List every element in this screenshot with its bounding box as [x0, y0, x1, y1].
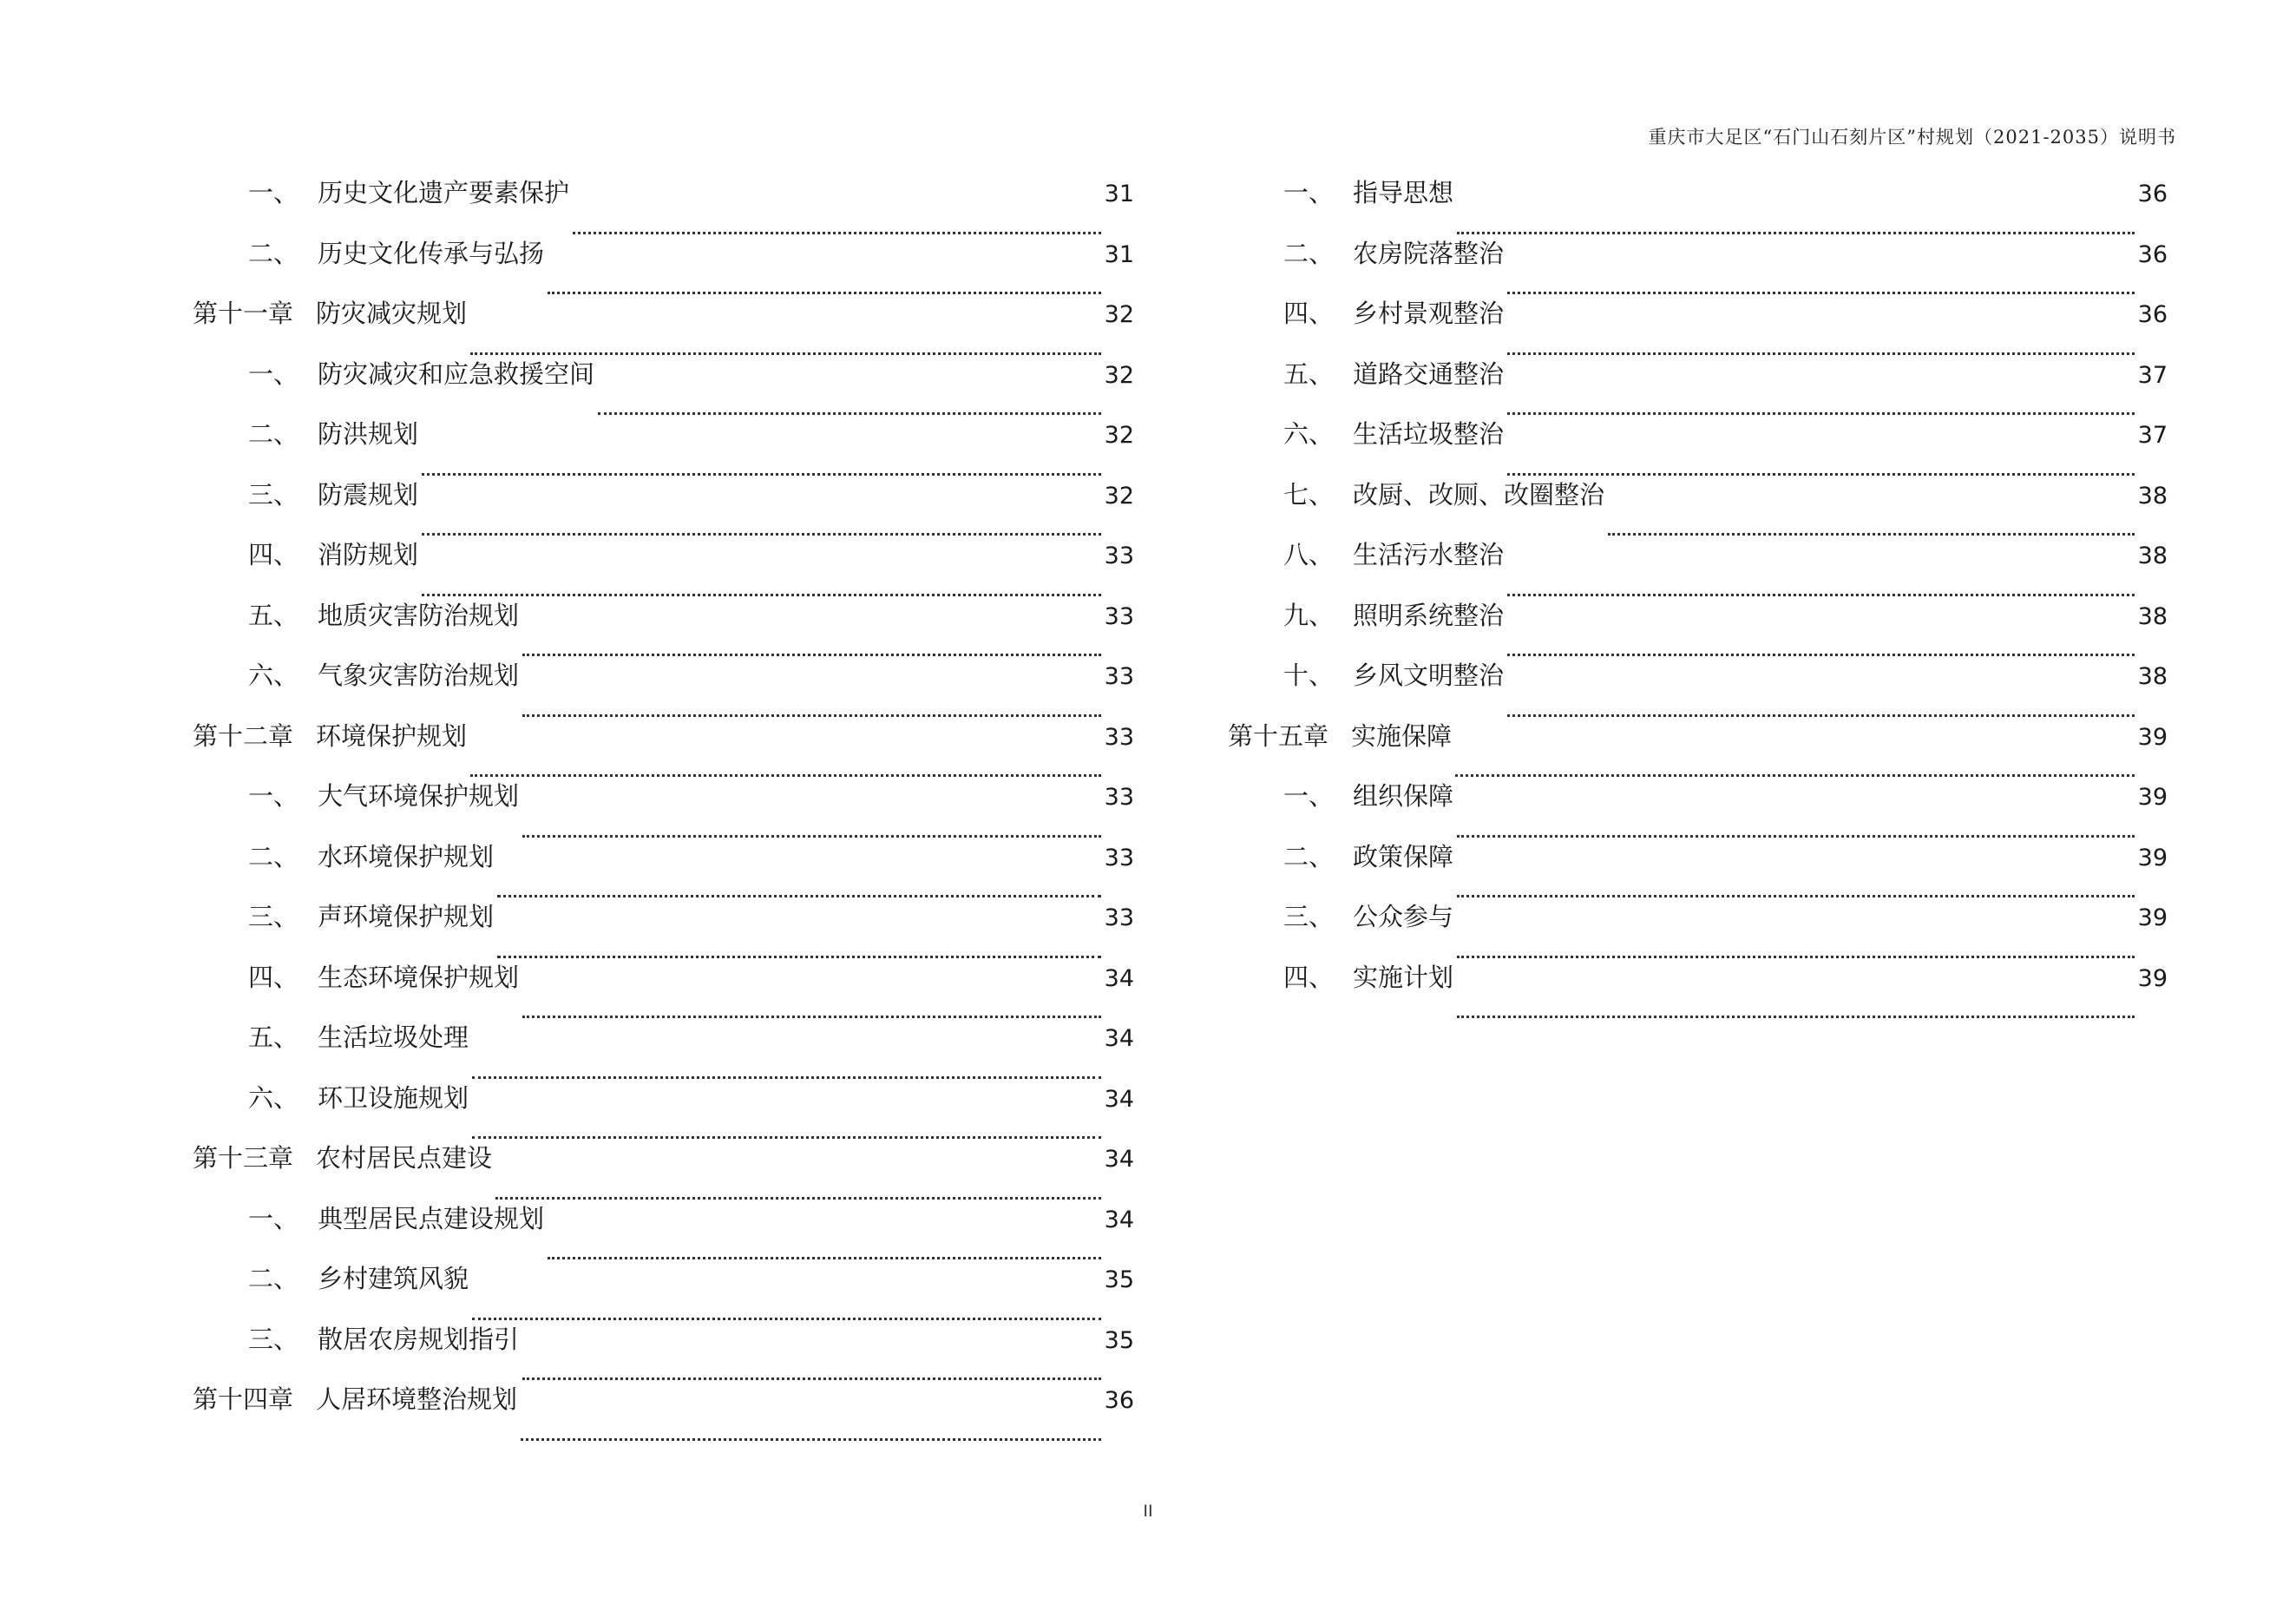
toc-entry-page: 34 — [1104, 1146, 1134, 1173]
toc-entry-page: 32 — [1104, 422, 1134, 449]
toc-entry-page: 31 — [1104, 240, 1134, 268]
toc-entry-page: 32 — [1104, 361, 1134, 389]
toc-entry-number: 六、 — [248, 661, 299, 690]
toc-section-entry[interactable] — [193, 962, 1134, 1026]
toc-dot-leader — [548, 291, 1101, 294]
toc-dot-leader — [1507, 472, 2135, 476]
toc-entry-page: 37 — [2137, 422, 2168, 449]
toc-section-entry[interactable] — [193, 358, 1134, 423]
toc-dot-leader — [1507, 593, 2135, 596]
toc-entry-number: 二、 — [248, 1264, 299, 1293]
toc-entry-title: 乡风文明整治 — [1353, 661, 1505, 690]
toc-dot-leader — [1457, 955, 2135, 958]
toc-entry-page: 39 — [2137, 904, 2168, 931]
toc-entry-number: 第十五章 — [1228, 720, 1329, 751]
toc-entry-number: 四、 — [1283, 962, 1335, 992]
toc-entry-number: 四、 — [1283, 299, 1335, 328]
toc-section-entry[interactable] — [1228, 962, 2168, 1026]
toc-section-entry[interactable] — [193, 663, 1134, 724]
toc-section-entry[interactable] — [1228, 841, 2168, 905]
toc-dot-leader — [1507, 653, 2135, 656]
toc-section-entry[interactable] — [1228, 663, 2168, 724]
toc-section-entry[interactable] — [193, 542, 1134, 603]
toc-entry-number: 三、 — [248, 479, 299, 510]
toc-entry-title: 生活污水整治 — [1353, 540, 1505, 569]
toc-dot-leader — [472, 1317, 1101, 1320]
toc-entry-number: 十、 — [1283, 661, 1335, 690]
toc-entry-page: 33 — [1104, 844, 1134, 871]
toc-entry-title: 散居农房规划指引 — [318, 1324, 520, 1354]
toc-dot-leader — [472, 1075, 1101, 1079]
toc-entry-page: 33 — [1104, 904, 1134, 931]
toc-entry-number: 三、 — [248, 1324, 299, 1354]
toc-entry-title: 实施计划 — [1353, 962, 1454, 992]
toc-entry-number: 二、 — [1283, 238, 1335, 268]
toc-entry-title: 农房院落整治 — [1353, 238, 1505, 268]
toc-chapter-entry[interactable] — [1228, 720, 2168, 785]
toc-entry-title: 历史文化遗产要素保护 — [318, 178, 570, 207]
toc-entry-title: 典型居民点建设规划 — [318, 1203, 545, 1233]
toc-dot-leader — [1457, 894, 2135, 897]
toc-entry-title: 水环境保护规划 — [318, 841, 495, 871]
toc-section-entry[interactable] — [193, 178, 1134, 241]
toc-entry-number: 二、 — [1283, 841, 1335, 871]
toc-entry-page: 34 — [1104, 1206, 1134, 1233]
toc-entry-number: 五、 — [248, 600, 299, 630]
toc-entry-number: 三、 — [1283, 902, 1335, 931]
toc-entry-number: 九、 — [1283, 600, 1335, 630]
toc-entry-title: 生活垃圾整治 — [1353, 419, 1505, 449]
toc-entry-number: 一、 — [1283, 178, 1335, 207]
toc-entry-number: 五、 — [1283, 358, 1335, 389]
toc-entry-title: 照明系统整治 — [1353, 600, 1505, 630]
toc-section-entry[interactable] — [193, 904, 1134, 965]
toc-section-entry[interactable] — [1228, 178, 2168, 241]
toc-section-entry[interactable] — [1228, 419, 2168, 483]
toc-entry-title: 改厨、改厕、改圈整治 — [1353, 479, 1605, 510]
toc-entry-number: 二、 — [248, 238, 299, 268]
toc-entry-title: 消防规划 — [318, 540, 419, 569]
toc-entry-number: 六、 — [248, 1082, 299, 1113]
toc-entry-title: 实施保障 — [1351, 720, 1453, 751]
toc-section-entry[interactable] — [1228, 301, 2168, 362]
toc-dot-leader — [522, 713, 1101, 717]
toc-entry-number: 第十一章 — [193, 299, 294, 328]
toc-section-entry[interactable] — [193, 1324, 1134, 1388]
toc-section-entry[interactable] — [1228, 904, 2168, 965]
toc-entry-title: 防震规划 — [318, 479, 419, 510]
toc-entry-page: 33 — [1104, 542, 1134, 569]
toc-entry-title: 声环境保护规划 — [318, 902, 495, 931]
toc-dot-leader — [522, 1377, 1101, 1380]
toc-dot-leader — [497, 894, 1101, 897]
toc-section-entry[interactable] — [1228, 542, 2168, 603]
toc-dot-leader — [598, 411, 1101, 415]
toc-entry-number: 二、 — [248, 419, 299, 449]
toc-entry-number: 七、 — [1283, 479, 1335, 510]
toc-entry-number: 六、 — [1283, 419, 1335, 449]
toc-left-column — [193, 178, 1134, 1448]
toc-entry-page: 39 — [2137, 723, 2168, 751]
toc-entry-number: 八、 — [1283, 540, 1335, 569]
toc-dot-leader — [1507, 411, 2135, 415]
toc-entry-title: 气象灾害防治规划 — [318, 661, 520, 690]
toc-entry-page: 32 — [1104, 301, 1134, 328]
toc-dot-leader — [522, 1015, 1101, 1018]
toc-dot-leader — [422, 593, 1101, 596]
toc-entry-title: 环境保护规划 — [316, 720, 468, 751]
toc-entry-number: 第十四章 — [193, 1384, 294, 1414]
toc-entry-page: 38 — [2137, 542, 2168, 569]
toc-dot-leader — [1457, 231, 2135, 234]
toc-entry-page: 38 — [2137, 602, 2168, 630]
toc-section-entry[interactable] — [1228, 600, 2168, 664]
toc-entry-number: 第十二章 — [193, 720, 294, 751]
toc-section-entry[interactable] — [193, 841, 1134, 905]
toc-entry-page: 34 — [1104, 1025, 1134, 1052]
toc-entry-page: 33 — [1104, 723, 1134, 751]
toc-section-entry[interactable] — [193, 1266, 1134, 1327]
toc-entry-title: 农村居民点建设 — [316, 1143, 493, 1173]
toc-section-entry[interactable] — [1228, 479, 2168, 543]
toc-entry-number: 一、 — [248, 178, 299, 207]
toc-entry-title: 乡村景观整治 — [1353, 299, 1505, 328]
toc-entry-number: 五、 — [248, 1022, 299, 1052]
toc-entry-title: 组织保障 — [1353, 781, 1454, 811]
toc-section-entry[interactable] — [1228, 781, 2168, 845]
toc-entry-page: 36 — [2137, 181, 2168, 207]
toc-entry-page: 38 — [2137, 663, 2168, 690]
toc-right-column — [1228, 178, 2168, 1025]
toc-entry-number: 一、 — [248, 1203, 299, 1233]
toc-dot-leader — [422, 472, 1101, 476]
toc-section-entry[interactable] — [193, 419, 1134, 483]
toc-entry-title: 政策保障 — [1353, 841, 1454, 871]
toc-dot-leader — [1608, 532, 2135, 536]
toc-chapter-entry[interactable] — [193, 1384, 1134, 1448]
toc-section-entry[interactable] — [1228, 358, 2168, 423]
toc-entry-number: 四、 — [248, 540, 299, 569]
toc-entry-page: 35 — [1104, 1326, 1134, 1354]
toc-dot-leader — [548, 1256, 1101, 1259]
toc-entry-page: 33 — [1104, 602, 1134, 630]
page-number: II — [1143, 1502, 1153, 1521]
toc-dot-leader — [1455, 773, 2135, 777]
toc-dot-leader — [472, 1135, 1101, 1139]
toc-entry-title: 人居环境整治规划 — [316, 1384, 518, 1414]
toc-dot-leader — [497, 955, 1101, 958]
toc-entry-page: 36 — [1104, 1387, 1134, 1414]
toc-entry-page: 33 — [1104, 784, 1134, 811]
toc-chapter-entry[interactable] — [193, 1143, 1134, 1206]
toc-entry-page: 34 — [1104, 964, 1134, 992]
toc-chapter-entry[interactable] — [193, 720, 1134, 785]
toc-entry-title: 生态环境保护规划 — [318, 962, 520, 992]
document-header: 重庆市大足区“石门山石刻片区”村规划（2021-2035）说明书 — [1648, 127, 2176, 148]
toc-chapter-entry[interactable] — [193, 301, 1134, 362]
toc-dot-leader — [1507, 352, 2135, 355]
toc-entry-page: 31 — [1104, 181, 1134, 207]
toc-entry-number: 三、 — [248, 902, 299, 931]
toc-entry-title: 历史文化传承与弘扬 — [318, 238, 545, 268]
toc-dot-leader — [1507, 291, 2135, 294]
toc-section-entry[interactable] — [193, 238, 1134, 302]
toc-dot-leader — [1457, 1015, 2135, 1018]
toc-entry-title: 防灾减灾规划 — [316, 299, 468, 328]
toc-entry-page: 36 — [2137, 240, 2168, 268]
toc-section-entry[interactable] — [193, 600, 1134, 664]
toc-entry-page: 32 — [1104, 482, 1134, 510]
toc-dot-leader — [521, 1437, 1101, 1441]
toc-entry-number: 一、 — [248, 358, 299, 389]
toc-dot-leader — [422, 532, 1101, 536]
toc-entry-title: 防灾减灾和应急救援空间 — [318, 358, 595, 389]
toc-entry-page: 37 — [2137, 361, 2168, 389]
toc-dot-leader — [495, 1196, 1101, 1200]
toc-entry-number: 一、 — [1283, 781, 1335, 811]
toc-entry-page: 35 — [1104, 1266, 1134, 1293]
toc-dot-leader — [522, 653, 1101, 656]
toc-entry-title: 大气环境保护规划 — [318, 781, 520, 811]
toc-entry-page: 36 — [2137, 301, 2168, 328]
toc-dot-leader — [470, 773, 1101, 777]
toc-section-entry[interactable] — [193, 781, 1134, 845]
toc-entry-title: 防洪规划 — [318, 419, 419, 449]
toc-entry-number: 四、 — [248, 962, 299, 992]
toc-entry-page: 39 — [2137, 964, 2168, 992]
toc-section-entry[interactable] — [193, 1022, 1134, 1086]
toc-entry-title: 环卫设施规划 — [318, 1082, 469, 1113]
toc-entry-title: 乡村建筑风貌 — [318, 1264, 469, 1293]
toc-entry-page: 34 — [1104, 1085, 1134, 1113]
toc-section-entry[interactable] — [1228, 238, 2168, 302]
toc-dot-leader — [1507, 713, 2135, 717]
toc-entry-page: 38 — [2137, 482, 2168, 510]
toc-entry-number: 第十三章 — [193, 1143, 294, 1173]
toc-dot-leader — [573, 231, 1101, 234]
toc-section-entry[interactable] — [193, 1203, 1134, 1267]
toc-dot-leader — [522, 834, 1101, 838]
toc-section-entry[interactable] — [193, 479, 1134, 543]
toc-entry-title: 公众参与 — [1353, 902, 1454, 931]
toc-entry-title: 道路交通整治 — [1353, 358, 1505, 389]
toc-entry-number: 二、 — [248, 841, 299, 871]
toc-entry-page: 39 — [2137, 784, 2168, 811]
toc-entry-page: 33 — [1104, 663, 1134, 690]
toc-entry-number: 一、 — [248, 781, 299, 811]
toc-dot-leader — [470, 352, 1101, 355]
toc-entry-title: 地质灾害防治规划 — [318, 600, 520, 630]
toc-entry-page: 39 — [2137, 844, 2168, 871]
toc-entry-title: 指导思想 — [1353, 178, 1454, 207]
toc-entry-title: 生活垃圾处理 — [318, 1022, 469, 1052]
toc-section-entry[interactable] — [193, 1082, 1134, 1147]
toc-dot-leader — [1457, 834, 2135, 838]
